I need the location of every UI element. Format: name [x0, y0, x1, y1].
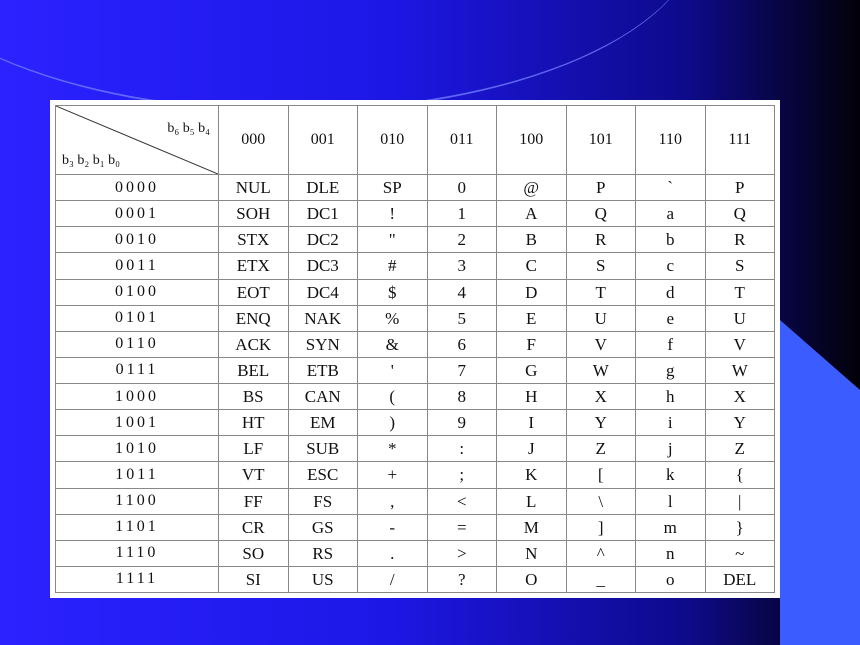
table-cell: SYN	[288, 331, 358, 357]
table-cell: Z	[705, 436, 775, 462]
table-cell: 2	[427, 227, 497, 253]
table-cell: 8	[427, 384, 497, 410]
table-cell: 1	[427, 201, 497, 227]
table-row	[56, 201, 775, 227]
table-cell: b	[636, 227, 706, 253]
table-row	[56, 253, 775, 279]
table-cell: 7	[427, 357, 497, 383]
table-cell: B	[497, 227, 567, 253]
table-cell: $	[358, 279, 428, 305]
table-cell: .	[358, 540, 428, 566]
table-cell: C	[497, 253, 567, 279]
table-cell: =	[427, 514, 497, 540]
ascii-table-panel	[50, 100, 780, 598]
table-cell: NUL	[219, 175, 289, 201]
table-cell: H	[497, 384, 567, 410]
table-row	[56, 357, 775, 383]
table-cell: K	[497, 462, 567, 488]
table-cell: ~	[705, 540, 775, 566]
row-bits-label: 1111	[56, 566, 219, 592]
table-header-row	[56, 106, 775, 175]
table-cell: ENQ	[219, 305, 289, 331]
table-row	[56, 384, 775, 410]
table-cell: !	[358, 201, 428, 227]
table-cell: U	[566, 305, 636, 331]
table-cell: 0	[427, 175, 497, 201]
table-cell: SOH	[219, 201, 289, 227]
row-bits-label: 1011	[56, 462, 219, 488]
table-cell: +	[358, 462, 428, 488]
table-cell: ^	[566, 540, 636, 566]
ascii-table	[55, 105, 775, 593]
table-cell: F	[497, 331, 567, 357]
column-header: 010	[358, 106, 428, 175]
table-cell: k	[636, 462, 706, 488]
table-cell: e	[636, 305, 706, 331]
table-cell: DEL	[705, 566, 775, 592]
table-row	[56, 436, 775, 462]
table-row	[56, 410, 775, 436]
table-row	[56, 305, 775, 331]
table-cell: G	[497, 357, 567, 383]
table-cell: @	[497, 175, 567, 201]
table-cell: W	[705, 357, 775, 383]
table-cell: RS	[288, 540, 358, 566]
table-cell: Y	[566, 410, 636, 436]
table-cell: S	[566, 253, 636, 279]
table-cell: DC4	[288, 279, 358, 305]
row-bits-label: 1110	[56, 540, 219, 566]
table-cell: SP	[358, 175, 428, 201]
column-header: 110	[636, 106, 706, 175]
table-cell: M	[497, 514, 567, 540]
table-cell: #	[358, 253, 428, 279]
table-cell: EOT	[219, 279, 289, 305]
table-cell: o	[636, 566, 706, 592]
table-cell: O	[497, 566, 567, 592]
table-cell: d	[636, 279, 706, 305]
column-header: 000	[219, 106, 289, 175]
table-cell: }	[705, 514, 775, 540]
table-cell: ?	[427, 566, 497, 592]
table-row	[56, 462, 775, 488]
table-row	[56, 175, 775, 201]
table-cell: V	[705, 331, 775, 357]
table-cell: :	[427, 436, 497, 462]
table-cell: Z	[566, 436, 636, 462]
table-cell: c	[636, 253, 706, 279]
table-cell: T	[566, 279, 636, 305]
table-cell: E	[497, 305, 567, 331]
table-cell: VT	[219, 462, 289, 488]
table-cell: P	[566, 175, 636, 201]
column-header: 001	[288, 106, 358, 175]
table-cell: W	[566, 357, 636, 383]
table-row	[56, 514, 775, 540]
table-row	[56, 331, 775, 357]
table-cell: T	[705, 279, 775, 305]
table-cell: R	[566, 227, 636, 253]
table-cell: U	[705, 305, 775, 331]
table-cell: 6	[427, 331, 497, 357]
table-row	[56, 488, 775, 514]
table-cell: FS	[288, 488, 358, 514]
table-cell: (	[358, 384, 428, 410]
table-row	[56, 540, 775, 566]
column-header: 100	[497, 106, 567, 175]
table-cell: ETB	[288, 357, 358, 383]
column-header: 111	[705, 106, 775, 175]
table-cell: g	[636, 357, 706, 383]
column-header: 101	[566, 106, 636, 175]
table-cell: DC3	[288, 253, 358, 279]
table-cell: S	[705, 253, 775, 279]
table-cell: DC2	[288, 227, 358, 253]
table-cell: /	[358, 566, 428, 592]
background-band	[780, 320, 860, 645]
table-cell: ]	[566, 514, 636, 540]
table-cell: Q	[566, 201, 636, 227]
table-cell: _	[566, 566, 636, 592]
table-cell: DLE	[288, 175, 358, 201]
table-cell: "	[358, 227, 428, 253]
table-cell: '	[358, 357, 428, 383]
table-cell: L	[497, 488, 567, 514]
corner-high-bits-label: b₆ b₅ b₄	[167, 121, 210, 136]
table-cell: X	[705, 384, 775, 410]
table-cell: 9	[427, 410, 497, 436]
table-cell: \	[566, 488, 636, 514]
table-cell: &	[358, 331, 428, 357]
row-bits-label: 0111	[56, 357, 219, 383]
table-cell: j	[636, 436, 706, 462]
table-cell: A	[497, 201, 567, 227]
table-cell: SO	[219, 540, 289, 566]
table-row	[56, 566, 775, 592]
table-cell: ,	[358, 488, 428, 514]
table-cell: X	[566, 384, 636, 410]
table-cell: V	[566, 331, 636, 357]
table-row	[56, 227, 775, 253]
background-arc	[0, 0, 700, 112]
table-cell: D	[497, 279, 567, 305]
table-cell: BS	[219, 384, 289, 410]
row-bits-label: 0010	[56, 227, 219, 253]
corner-low-bits-label: b₃ b₂ b₁ b₀	[62, 153, 121, 168]
table-cell: FF	[219, 488, 289, 514]
table-cell: %	[358, 305, 428, 331]
row-bits-label: 0100	[56, 279, 219, 305]
row-bits-label: 1001	[56, 410, 219, 436]
table-cell: ETX	[219, 253, 289, 279]
table-cell: )	[358, 410, 428, 436]
table-cell: n	[636, 540, 706, 566]
table-cell: a	[636, 201, 706, 227]
table-cell: NAK	[288, 305, 358, 331]
table-cell: ACK	[219, 331, 289, 357]
table-cell: i	[636, 410, 706, 436]
table-cell: 4	[427, 279, 497, 305]
table-cell: DC1	[288, 201, 358, 227]
table-cell: HT	[219, 410, 289, 436]
table-cell: *	[358, 436, 428, 462]
row-bits-label: 0110	[56, 331, 219, 357]
table-cell: CR	[219, 514, 289, 540]
table-cell: [	[566, 462, 636, 488]
table-cell: I	[497, 410, 567, 436]
table-cell: Y	[705, 410, 775, 436]
table-cell: GS	[288, 514, 358, 540]
table-cell: m	[636, 514, 706, 540]
table-cell: SUB	[288, 436, 358, 462]
table-cell: 5	[427, 305, 497, 331]
table-cell: `	[636, 175, 706, 201]
table-cell: P	[705, 175, 775, 201]
row-bits-label: 0000	[56, 175, 219, 201]
row-bits-label: 1101	[56, 514, 219, 540]
row-bits-label: 1010	[56, 436, 219, 462]
row-bits-label: 0101	[56, 305, 219, 331]
table-cell: EM	[288, 410, 358, 436]
table-cell: <	[427, 488, 497, 514]
table-cell: STX	[219, 227, 289, 253]
row-bits-label: 0001	[56, 201, 219, 227]
table-cell: Q	[705, 201, 775, 227]
table-cell: ;	[427, 462, 497, 488]
table-cell: J	[497, 436, 567, 462]
column-header: 011	[427, 106, 497, 175]
table-cell: >	[427, 540, 497, 566]
table-cell: |	[705, 488, 775, 514]
table-cell: ESC	[288, 462, 358, 488]
row-bits-label: 1100	[56, 488, 219, 514]
table-cell: N	[497, 540, 567, 566]
table-cell: h	[636, 384, 706, 410]
header-corner-cell	[56, 106, 219, 175]
table-cell: 3	[427, 253, 497, 279]
table-cell: R	[705, 227, 775, 253]
table-cell: {	[705, 462, 775, 488]
table-cell: -	[358, 514, 428, 540]
table-cell: BEL	[219, 357, 289, 383]
table-cell: SI	[219, 566, 289, 592]
table-cell: LF	[219, 436, 289, 462]
table-cell: US	[288, 566, 358, 592]
row-bits-label: 1000	[56, 384, 219, 410]
table-cell: f	[636, 331, 706, 357]
table-cell: l	[636, 488, 706, 514]
table-row	[56, 279, 775, 305]
table-cell: CAN	[288, 384, 358, 410]
row-bits-label: 0011	[56, 253, 219, 279]
